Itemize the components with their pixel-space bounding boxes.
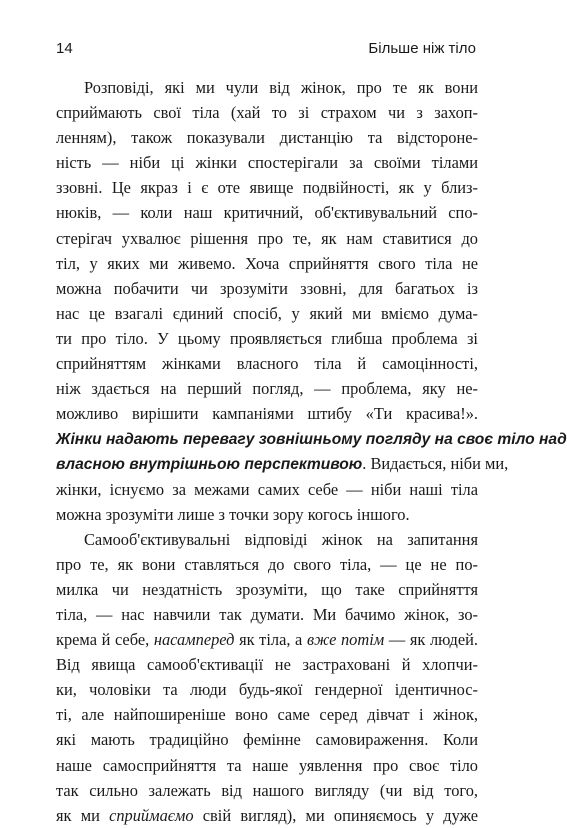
text-line — [56, 803, 478, 828]
emphasis-text: власною внутрішньою перспективою — [56, 456, 363, 474]
text-run: — як людей. — [384, 630, 479, 650]
text-line: сприймають свої тіла (хай то зі страхом чи з захоп- — [56, 103, 478, 123]
text-line: нас це взагалі єдиний спосіб, у який ми вміємо дума- — [56, 303, 478, 323]
text-run: як ми — [56, 805, 110, 825]
text-line: які мають традиційно фемінне самовираження. Коли — [56, 730, 478, 750]
text-line: ленням), також показували дистанцію та відстороне- — [56, 128, 478, 148]
text-line: Розповіді, які ми чули від жінок, про те як вони — [84, 78, 478, 97]
italic-text: вже потім — [306, 630, 385, 650]
italic-text: насамперед — [153, 630, 235, 650]
text-line: Самооб'єктивувальні відповіді жінок на запитання — [84, 529, 478, 549]
text-line: тіла, — нас навчили так думати. Ми бачимо жінок, зо- — [56, 604, 478, 624]
page-number: 14 — [56, 40, 73, 57]
emphasis-text: Жінки надають перевагу зовнішньому погляду на своє тіло над — [56, 431, 567, 449]
text-line: нюків, — коли наш критичний, об'єктивувальний спо- — [56, 203, 478, 223]
text-line: ність — ніби ці жінки спостерігали за своїми тілами — [56, 153, 478, 173]
text-line — [56, 627, 478, 652]
text-run: свій вигляд), ми опиняємось у дуже — [193, 805, 479, 825]
text-line — [56, 426, 567, 451]
text-line: жінки, існуємо за межами самих себе — ніби наші тіла — [56, 479, 478, 499]
text-line: Від явища самооб'єктивації не застраховані й хлопчи- — [56, 655, 478, 675]
text-line: ззовні. Це якраз і є оте явище подвійності, як у близ- — [56, 178, 478, 198]
paragraph-2 — [56, 527, 478, 828]
text-line: можливо вирішити кампаніями штибу «Ти красива!». — [56, 404, 478, 424]
text-line: сприйняттям жінками власного тіла й самоцінності, — [56, 354, 478, 374]
text-line: можна зрозуміти лише з точки зору когось іншого. — [56, 504, 410, 524]
text-line — [56, 451, 509, 476]
text-line: про те, як вони ставляться до свого тіла, — це не по- — [56, 554, 478, 574]
text-run: . Видається, ніби ми, — [362, 454, 509, 474]
running-title: Більше ніж тіло — [368, 40, 476, 57]
text-run: крема й себе, — [56, 630, 154, 650]
text-line: ті, але найпоширеніше воно саме серед дівчат і жінок, — [56, 705, 478, 725]
text-line: наше самосприйняття та наше уявлення про своє тіло — [56, 755, 478, 775]
italic-text: сприймаємо — [109, 805, 194, 825]
text-line: ки, чоловіки та люди будь-якої гендерної ідентичнос- — [56, 680, 478, 700]
text-line: милка чи нездатність зрозуміти, що таке сприйняття — [56, 579, 478, 599]
text-line: стерігач ухвалює рішення про те, як нам ставитися до — [56, 228, 478, 248]
text-line: можна побачити чи зрозуміти ззовні, для багатьох із — [56, 278, 478, 298]
text-line: ти про тіло. У цьому проявляється глибша проблема зі — [56, 328, 478, 348]
text-line: так сильно залежать від нашого вигляду (чи від того, — [56, 780, 478, 800]
text-run: як тіла, а — [234, 630, 307, 650]
paragraph-1 — [56, 75, 567, 527]
text-line: тіл, у яких ми живемо. Хоча сприйняття свого тіла не — [56, 253, 478, 273]
body-text — [56, 75, 567, 828]
text-line: ніж здається на перший погляд, — проблема, яку не- — [56, 379, 478, 399]
